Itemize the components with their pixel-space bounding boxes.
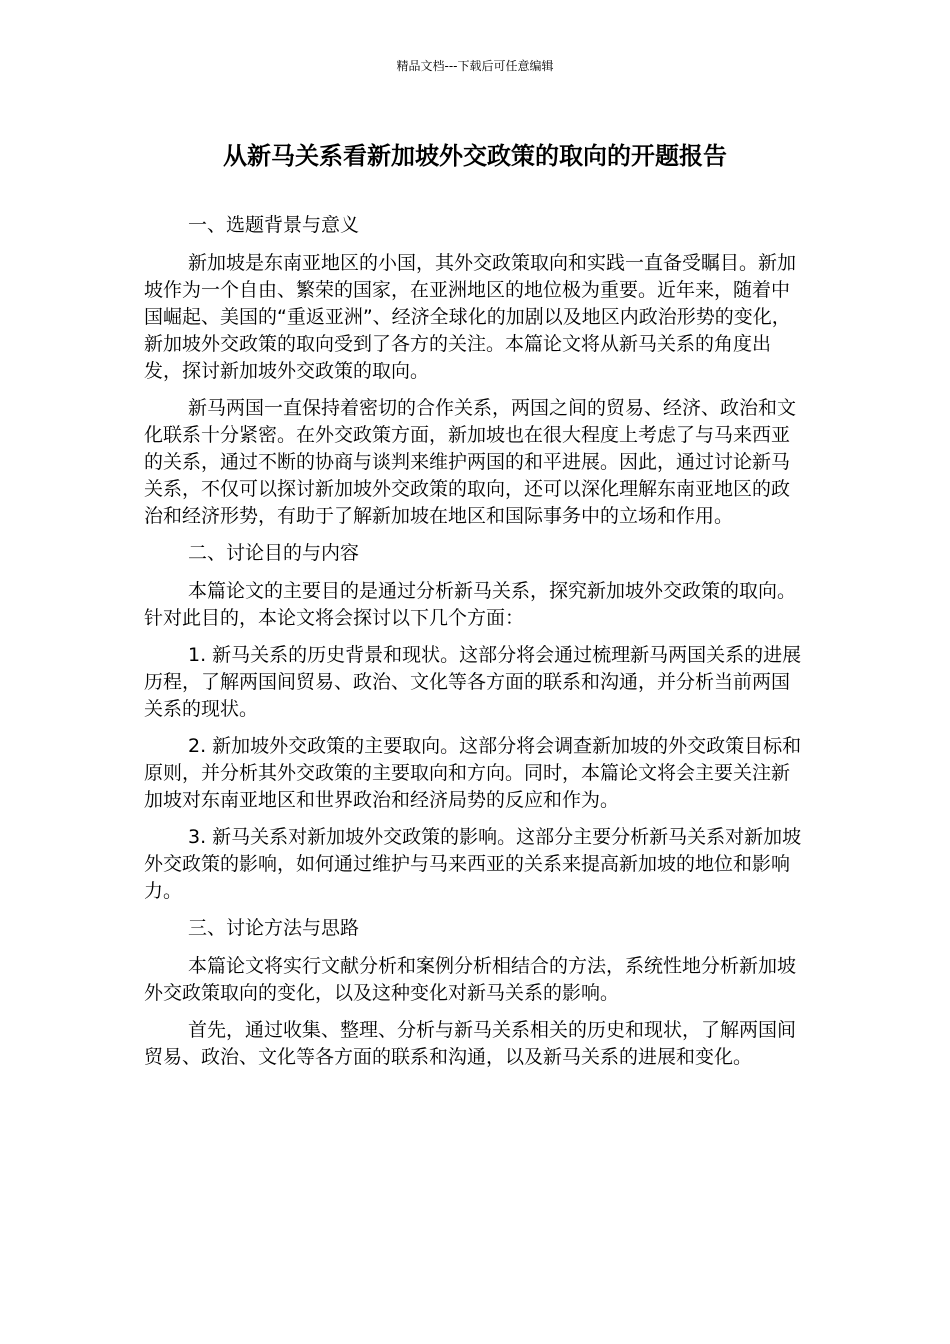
document-title: 从新马关系看新加坡外交政策的取向的开题报告 — [223, 142, 727, 170]
list-item: 3. 新马关系对新加坡外交政策的影响。这部分主要分析新马关系对新加坡外交政策的影响，如何通过维护与马来西亚的关系来提高新加坡的地位和影响力。 — [144, 826, 802, 902]
paragraph: 本篇论文的主要目的是通过分析新马关系，探究新加坡外交政策的取向。针对此目的，本论文将会探讨以下几个方面： — [144, 580, 797, 629]
document-body — [144, 212, 804, 1081]
section-heading-background: 一、选题背景与意义 — [188, 214, 360, 236]
paragraph: 新加坡是东南亚地区的小国，其外交政策取向和实践一直备受瞩目。新加坡作为一个自由、繁荣的国家，在亚洲地区的地位极为重要。近年来，随着中国崛起、美国的“重返亚洲”、经济全球化的加剧以及地区内政治形势的变化，新加坡外交政策的取向受到了各方的关注。本篇论文将从新马关系的角度出发，探讨新加坡外交政策的取向。 — [144, 252, 797, 382]
paragraph: 首先，通过收集、整理、分析与新马关系相关的历史和现状，了解两国间贸易、政治、文化等各方面的联系和沟通，以及新马关系的进展和变化。 — [144, 1019, 797, 1068]
section-heading-method: 三、讨论方法与思路 — [188, 917, 360, 939]
paragraph: 新马两国一直保持着密切的合作关系，两国之间的贸易、经济、政治和文化联系十分紧密。在外交政策方面，新加坡也在很大程度上考虑了与马来西亚的关系，通过不断的协商与谈判来维护两国的和平进展。因此，通过讨论新马关系，不仅可以探讨新加坡外交政策的取向，还可以深化理解东南亚地区的政治和经济形势，有助于了解新加坡在地区和国际事务中的立场和作用。 — [144, 397, 797, 527]
list-item: 2. 新加坡外交政策的主要取向。这部分将会调查新加坡的外交政策目标和原则，并分析其外交政策的主要取向和方向。同时，本篇论文将会主要关注新加坡对东南亚地区和世界政治和经济局势的反应和作为。 — [144, 735, 802, 811]
list-item: 1. 新马关系的历史背景和现状。这部分将会通过梳理新马两国关系的进展历程，了解两国间贸易、政治、文化等各方面的联系和沟通，并分析当前两国关系的现状。 — [144, 644, 802, 720]
header-note: 精品文档---下载后可任意编辑 — [396, 59, 554, 73]
paragraph: 本篇论文将实行文献分析和案例分析相结合的方法，系统性地分析新加坡外交政策取向的变化，以及这种变化对新马关系的影响。 — [144, 955, 797, 1004]
section-heading-purpose: 二、讨论目的与内容 — [188, 542, 360, 564]
